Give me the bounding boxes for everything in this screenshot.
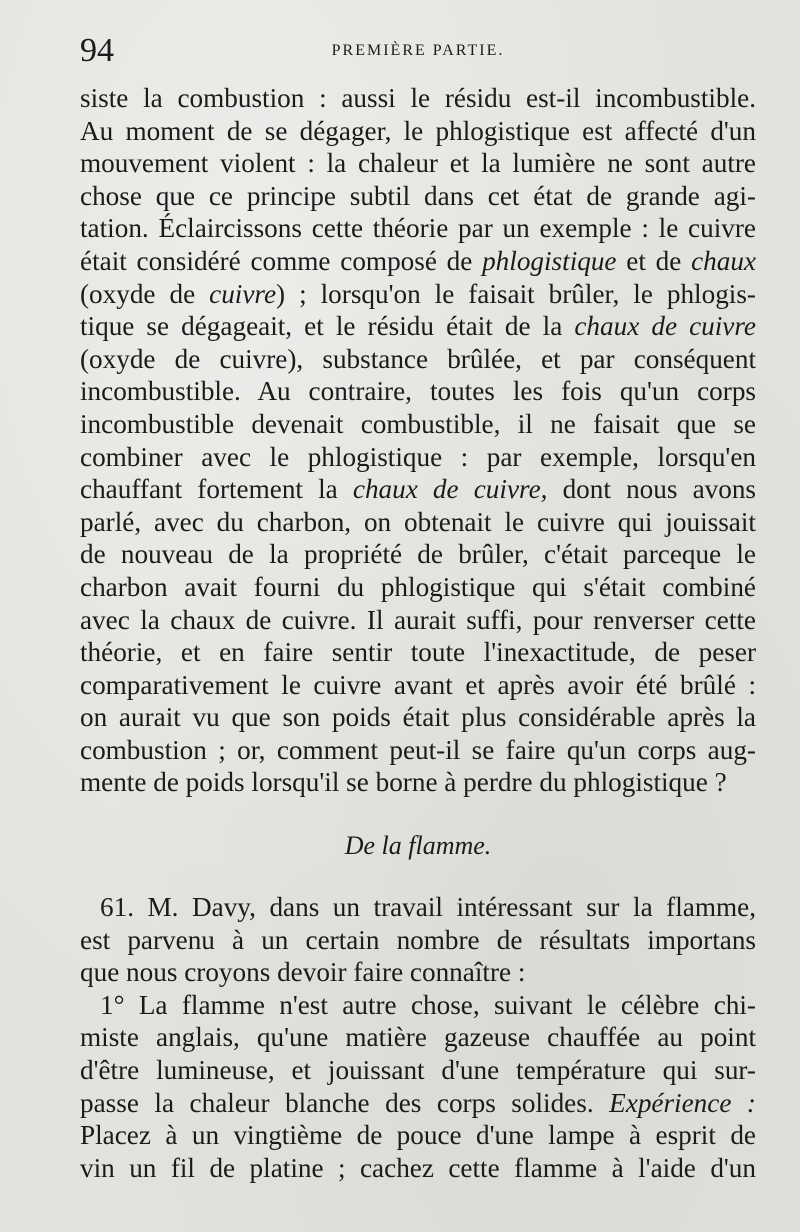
text-line xyxy=(80,343,756,376)
paragraph-flame-definition xyxy=(80,989,756,1185)
text-line xyxy=(80,278,756,311)
text-line xyxy=(80,473,756,506)
text-line xyxy=(80,441,756,474)
text-run: incombustible. Au contraire, toutes les fois qu'un corps xyxy=(80,376,756,407)
text-line xyxy=(80,636,756,669)
text-run: vin un fil de platine ; cachez cette flamme à l'aide d'un xyxy=(80,1152,756,1183)
paragraph-davy-flame xyxy=(80,891,756,989)
text-line xyxy=(80,245,756,278)
italic-text: chaux de cuivre xyxy=(574,311,756,342)
text-line xyxy=(80,571,756,604)
text-line xyxy=(80,115,756,148)
text-run: était considéré comme composé de xyxy=(80,245,483,276)
text-line xyxy=(80,604,756,637)
text-run: que nous croyons devoir faire connaître : xyxy=(80,957,526,988)
text-run: siste la combustion : aussi le résidu est-il incombustible. xyxy=(80,83,756,113)
text-run: combustion ; or, comment peut-il se faire qu'un corps aug- xyxy=(80,734,756,765)
text-line xyxy=(80,669,756,702)
text-line xyxy=(80,310,756,343)
italic-text: chaux xyxy=(691,245,756,276)
text-run: on aurait vu que son poids était plus considérable après la xyxy=(80,702,756,733)
text-run: parlé, avec du charbon, on obtenait le cuivre qui jouissait xyxy=(80,506,756,537)
text-run: avec la chaux de cuivre. Il aurait suffi, pour renverser cette xyxy=(80,604,756,635)
text-run: dont nous avons xyxy=(547,474,756,505)
text-line xyxy=(80,375,756,408)
text-run: théorie, et en faire sentir toute l'inexactitude, de peser xyxy=(80,637,756,668)
text-run: est parvenu à un certain nombre de résultats importans xyxy=(80,924,756,955)
text-line xyxy=(80,989,756,1022)
text-line xyxy=(80,766,756,799)
text-run: (oxyde de xyxy=(80,278,210,309)
text-run: (oxyde de cuivre), substance brûlée, et par conséquent xyxy=(80,343,756,374)
text-line xyxy=(80,924,756,957)
running-header xyxy=(80,24,756,76)
text-run: mouvement violent : la chaleur et la lumière ne sont autre xyxy=(80,148,756,179)
text-line xyxy=(80,212,756,245)
text-line xyxy=(80,147,756,180)
text-line xyxy=(80,701,756,734)
text-line xyxy=(80,538,756,571)
text-run: et de xyxy=(616,245,692,276)
section-heading: De la flamme. xyxy=(344,831,492,861)
text-run: tique se dégageait, et le résidu était de la xyxy=(80,311,575,342)
text-run: tation. Éclaircissons cette théorie par un exemple : le cuivre xyxy=(80,213,756,244)
text-line xyxy=(80,956,756,989)
text-run: ) ; lorsqu'on le faisait brûler, le phlogis- xyxy=(276,278,756,309)
text-line xyxy=(80,734,756,767)
text-run: comparativement le cuivre avant et après avoir été brûlé : xyxy=(80,669,756,700)
paragraph-phlogiston-theory xyxy=(80,82,756,799)
text-run: chauffant fortement la xyxy=(80,474,353,505)
italic-text: chaux de cuivre, xyxy=(352,474,548,505)
text-run: incombustible devenait combustible, il ne faisait que se xyxy=(80,408,756,439)
text-line xyxy=(80,1054,756,1087)
text-line xyxy=(80,82,756,115)
text-run: chose que ce principe subtil dans cet état de grande agi- xyxy=(80,180,756,211)
text-run: 61. M. Davy, dans un travail intéressant sur la flamme, xyxy=(100,892,756,923)
text-run: de nouveau de la propriété de brûler, c'était parceque le xyxy=(80,539,756,570)
text-line xyxy=(80,891,756,924)
text-run: Placez à un vingtième de pouce d'une lampe à esprit de xyxy=(80,1120,756,1151)
text-run: mente de poids lorsqu'il se borne à perdre du phlogistique ? xyxy=(80,767,727,798)
text-run: combiner avec le phlogistique : par exemple, lorsqu'en xyxy=(80,441,756,472)
text-line xyxy=(80,1119,756,1152)
text-run: charbon avait fourni du phlogistique qui s'était combiné xyxy=(80,571,756,602)
text-run: miste anglais, qu'une matière gazeuse chauffée au point xyxy=(80,1022,756,1053)
page-number: 94 xyxy=(80,32,114,69)
text-line xyxy=(80,408,756,441)
text-line xyxy=(80,1021,756,1054)
running-title: PREMIÈRE PARTIE. xyxy=(331,42,505,59)
italic-text: Expérience : xyxy=(609,1087,756,1118)
text-run: Au moment de se dégager, le phlogistique est affecté d'un xyxy=(80,115,756,146)
text-line xyxy=(80,506,756,539)
text-run: d'être lumineuse, et jouissant d'une température qui sur- xyxy=(80,1055,756,1086)
text-line xyxy=(80,180,756,213)
text-run: 1° La flamme n'est autre chose, suivant le célèbre chi- xyxy=(100,989,756,1020)
italic-text: phlogistique xyxy=(482,245,617,276)
text-line xyxy=(80,1152,756,1185)
italic-text: cuivre xyxy=(209,278,277,309)
text-line xyxy=(80,1087,756,1120)
text-run: passe la chaleur blanche des corps solides. xyxy=(80,1087,610,1118)
